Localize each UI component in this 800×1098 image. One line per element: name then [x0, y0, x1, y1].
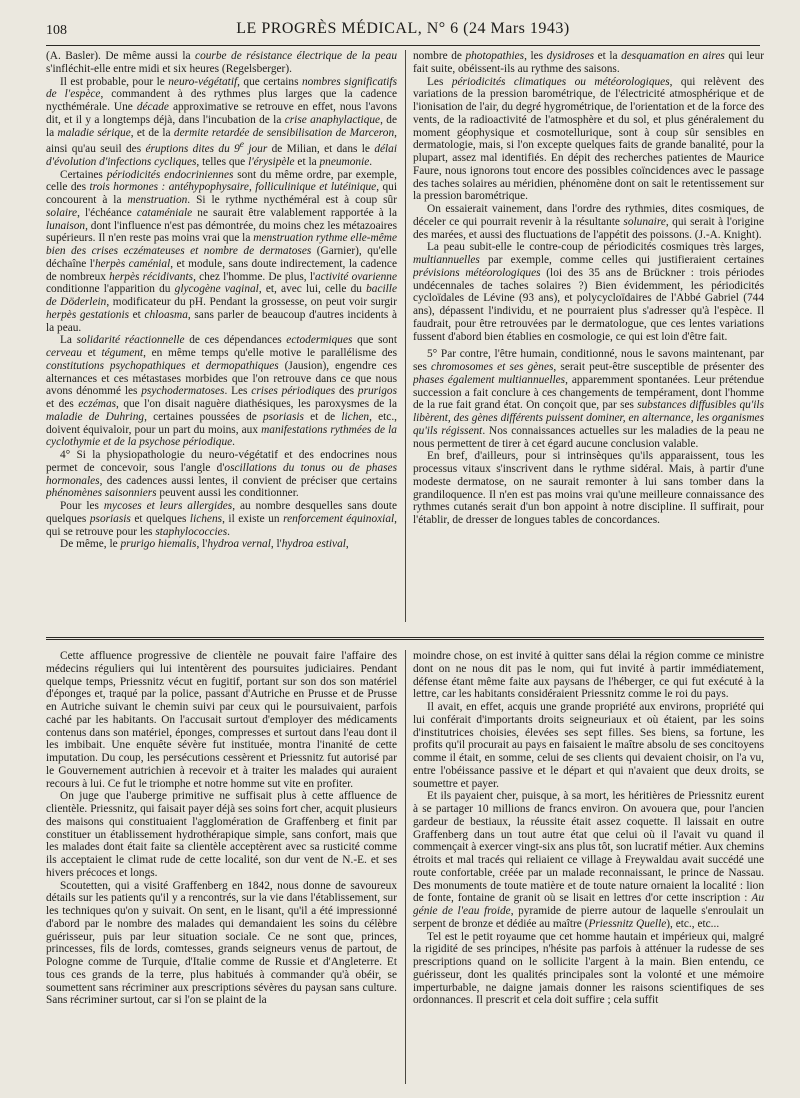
paragraph: Il avait, en effet, acquis une grande propriété aux environs, propriété qui lui conférait d'importants droits seigneuriaux et où étaient, par les soins d'institutrices choisies, élevées ses sept filles. Ses biens, sa fortune, les profits qu'il procurait au pays en faisaient le maître absolu de ses concitoyens comme il était, en somme, celui de ses clients qui devaient choisir, on l'a vu, entre l'obéissance passive et le départ et qui n'avaient que deux droits, se soumettre et payer. [413, 701, 764, 790]
paragraph: 4° Si la physiopathologie du neuro-végétatif et des endocrines nous permet de concevoir, sous l'angle d'oscillations du tonus ou de phases hormonales, des cadences aussi lentes, il convient de préciser que certains phénomènes saisonniers peuvent aussi les conditionner. [46, 449, 397, 500]
journal-title: LE PROGRÈS MÉDICAL, [236, 20, 423, 37]
paragraph: Il est probable, pour le neuro-végétatif, que certains nombres significatifs de l'espèce, commandent à des rythmes plus larges que la cadence nycthémérale. Une décade approximative se retrouve en effet, nous l'avons dit, et il y a longtemps déjà, dans l'incubation de la crise anaphylactique, de la maladie sérique, et de la dermite retardée de sensibilisation de Marceron, ainsi qu'au seuil des éruptions dites du 9e jour de Milian, et dans le délai d'évolution d'infections cycliques, telles que l'érysipèle et la pneumonie. [46, 75, 397, 168]
paragraph: Tel est le petit royaume que cet homme hautain et impérieux qui, malgré la rigidité de ses principes, n'hésite pas parfois à atténuer la rudesse de ses prescriptions quand on le sollicite l'argent à la main. Bien entendu, ce guérisseur, dont les qualités principales sont la volonté et une mémoire imperturbable, ne daigne jamais donner les raisons scientifiques de ses ordonnances. Il prescrit et cela doit suffire ; cela suffit [413, 930, 764, 1007]
paragraph: (A. Basler). De même aussi la courbe de résistance électrique de la peau s'infléchit-elle entre midi et six heures (Regelsberger). [46, 50, 397, 75]
top-left-column [46, 50, 397, 628]
paragraph: Certaines périodicités endocriniennes sont du même ordre, par exemple, celle des trois hormones : antéhypophysaire, folliculinique et lutéinique, qui concourent à la menstruation. Si le rythme nycthéméral est à coup sûr solaire, l'échéance cataméniale ne saurait être valablement rapportée à la lunaison, dont l'influence n'est pas démontrée, du moins chez les métazoaires supérieurs. Il n'en reste pas moins vrai que la menstruation rythme elle-même bien des crises eczémateuses et nombre de dermatoses (Garnier), qu'elle déchaîne l'herpès caménial, et module, sans doute indirectement, la cadence de nombreux herpès récidivants, chez l'homme. De plus, l'activité ovarienne conditionne l'apparition du glycogène vaginal, et, avec lui, celle du bacille de Döderlein, modificateur du pH. Pendant la grossesse, on peut voir surgir herpès gestationis et chloasma, sans parler de beaucoup d'autres incidents à la peau. [46, 168, 397, 334]
paragraph: La peau subit-elle le contre-coup de périodicités cosmiques très larges, multiannuelles par exemple, comme celles qui justifieraient certaines prévisions météorologiques (loi des 35 ans de Brückner : trois périodes undécennales de taches solaires ?) Bien évidemment, les périodicités cycloïdales de Lévine (93 ans), et polycycloïdaires de l'Abbé Gabriel (744 ans), dépassent l'individu, et ne pourraient plus s'adresser qu'à l'espèce. Il faudrait, pour être retrouvées par le dermatologue, que ces lentes variations fussent d'abord bien établies en cosmologie, ce qui est loin d'être fait. [413, 241, 764, 343]
page-number: 108 [46, 23, 67, 38]
paragraph: On essaierait vainement, dans l'ordre des rythmies, dites cosmiques, de déceler ce qui pourrait revenir à la résultante solunaire, qui serait à l'origine des marées, et aussi des fluctuations de l'appétit des poissons. (J.-A. Knight). [413, 203, 764, 241]
paragraph: Les périodicités climatiques ou météorologiques, qui relèvent des variations de la pression barométrique, de l'électricité atmosphérique et de l'ionisation de l'air, du degré hygrométrique, de l'orientation et de la force des vents, de la radioactivité de l'atmosphère et du sol, et plus généralement du moment géophysique et cosmotellurique, sont à coup sûr sensibles en dermatologie, mais, si l'on excepte quelques faits de grande banalité, pour la plupart, assez mal identifiés. En dépit des recherches patientes de Maurice Faure, nous ignorons tout encore des possibles coïncidences avec le passage des taches solaires au méridien, phénomène dont on sait le retentissement sur la pression barométrique. [413, 75, 764, 203]
header-rule [46, 45, 760, 46]
paragraph: Cette affluence progressive de clientèle ne pouvait faire l'affaire des médecins réguliers qui lui intentèrent des poursuites judiciaires. Pendant quelque temps, Priessnitz vécut en fugitif, portant sur son dos son matériel d'éponges et, traqué par la police, passant d'Autriche en Prusse et de Prusse en Autriche suivant le chemin suivi par ceux qui le poursuivaient, parfois caché par les habitants. On l'accusait surtout d'employer des médicaments contenus dans son matériel, éponges, compresses et surtout dans l'eau dont il les imbibait. Une enquête sévère fut instituée, montra l'inanité de cette imputation. Du coup, les persécutions cessèrent et Priessnitz fut autorisé par le Gouvernement autrichien à recevoir et à traiter les malades qui auraient recours à lui. Ce fut le triomphe et notre homme sut vite en profiter. [46, 650, 397, 790]
paragraph: En bref, d'ailleurs, pour si intrinsèques qu'ils apparaissent, tous les processus vitaux s'inscrivent dans le rythme sidéral. Mais, à partir d'une modeste dermatose, on ne saurait remonter à lui sans tomber dans la grandiloquence. Il n'en est pas moins vrai qu'une meilleure connaissance des rythmes cutanés serait d'un bon appoint à notre discipline. Il suffirait, pour l'établir, de dresser de longues tables de concordances. [413, 450, 764, 526]
section-divider [46, 637, 764, 640]
dermatology-article-section [46, 50, 764, 628]
paragraph: 5° Par contre, l'être humain, conditionné, nous le savons maintenant, par ses chromosomes et ses gènes, serait peut-être susceptible de présenter des phases également multiannuelles, apparemment spontanées. Leur prétendue succession a fait conclure à ces changements de tempérament, dont l'homme de la rue fait grand état. On conçoit que, par ses substances diffusibles qu'ils libèrent, des gènes différents puissent dominer, en alternance, les organismes qu'ils régissent. Nos connaissances actuelles sur les maladies de la peau ne nous permettent de tirer à cet égard aucune conclusion valable. [413, 348, 764, 450]
column-divider [405, 650, 406, 1084]
bottom-right-column [413, 650, 764, 1090]
paragraph: Scoutetten, qui a visité Graffenberg en 1842, nous donne de savoureux détails sur les patients qu'il y a rencontrés, sur la vie dans l'établissement, sur les techniques qu'on y suivait. On sent, en le lisant, qu'il a été impressionné d'abord par le nombre des malades qui demandaient les soins du célèbre guérisseur, puis par leur situation sociale. Ce ne sont que, princes, princesses, fils de lords, comtesses, grands seigneurs venus de partout, de Pologne comme de Turquie, d'Italie comme de Russie et d'Angleterre. Et tous ces grands de la terre, plus habitués à commander qu'à obéir, se soumettent sans récriminer aux prescriptions sévères du paysan sans culture. Sans récriminer surtout, car si l'on se plaint de la [46, 879, 397, 1007]
paragraph: La solidarité réactionnelle de ces dépendances ectodermiques que sont cerveau et tégument, en même temps qu'elle motive le parallélisme des constitutions psychopathiques et dermopathiques (Jausion), engendre ces alternances et ces métastases morbides que l'on retrouve dans ce que nous avons dénommé les psychodermatoses. Les crises périodiques des prurigos et des eczémas, que l'on disait naguère diathésiques, les paroxysmes de la maladie de Duhring, certaines poussées de psoriasis et de lichen, etc., doivent équivaloir, pour un part du moins, aux manifestations rythmées de la cyclothymie et de la psychose périodique. [46, 334, 397, 449]
column-divider [405, 50, 406, 622]
top-right-column [413, 50, 764, 628]
paragraph: Et ils payaient cher, puisque, à sa mort, les héritières de Priessnitz eurent à se partager 10 millions de francs environ. On avouera que, pour l'ancien gardeur de bestiaux, la réussite était assez coquette. Il laissait en outre Graffenberg dans un tout autre état que celui où il l'avait vu quand il commençait à exercer vingt-six ans plus tôt, son lucratif métier. Aux chemins étroits et mal tracés qui reliaient ce village à Freywaldau avait succédé une route confortable, créée par un malade reconnaissant, le prince de Nassau. Des monuments de toute matière et de toute nature ornaient la localité : lion de fonte, fontaine de granit où se lisait en lettres d'or cette inscription : Au génie de l'eau froide, pyramide de pierre autour de laquelle s'enroulait un serpent de bronze et dédiée au maître (Priessnitz Quelle), etc., etc... [413, 790, 764, 930]
paragraph: nombre de photopathies, les dysidroses et la desquamation en aires qui leur fait suite, obéissent-ils au rythme des saisons. [413, 50, 764, 75]
page-header [46, 20, 760, 44]
paragraph: moindre chose, on est invité à quitter sans délai la région comme ce ministre dont on ne nous dit pas le nom, qui fut invité à partir immédiatement, défense étant même faite aux paysans de l'héberger, ce qui fut exécuté à la lettre, car les habitants considéraient Priessnitz comme le roi du pays. [413, 650, 764, 701]
paragraph: Pour les mycoses et leurs allergides, au nombre desquelles sans doute quelques psoriasis et quelques lichens, il existe un renforcement équinoxial, qui se retrouve pour les staphylococcies. [46, 500, 397, 538]
bottom-left-column [46, 650, 397, 1090]
priessnitz-article-section [46, 650, 764, 1090]
paragraph: On juge que l'auberge primitive ne suffisait plus à cette affluence de clientèle. Priessnitz, qui faisait payer déjà ses soins fort cher, acquit plusieurs des maisons qui constituaient l'agglomération de Graffenberg et finit par constituer un établissement hydrothérapique simple, sans confort, mais que les malades dont était faite sa clientèle acceptèrent avec sa rusticité comme ils acceptaient le climat rude de cette localité, son dur vent de N.-E. et ses hivers précoces et longs. [46, 790, 397, 879]
issue-info: N° 6 (24 Mars 1943) [426, 20, 570, 37]
paragraph: De même, le prurigo hiemalis, l'hydroa vernal, l'hydroa estival, [60, 538, 349, 551]
running-title [46, 20, 760, 38]
